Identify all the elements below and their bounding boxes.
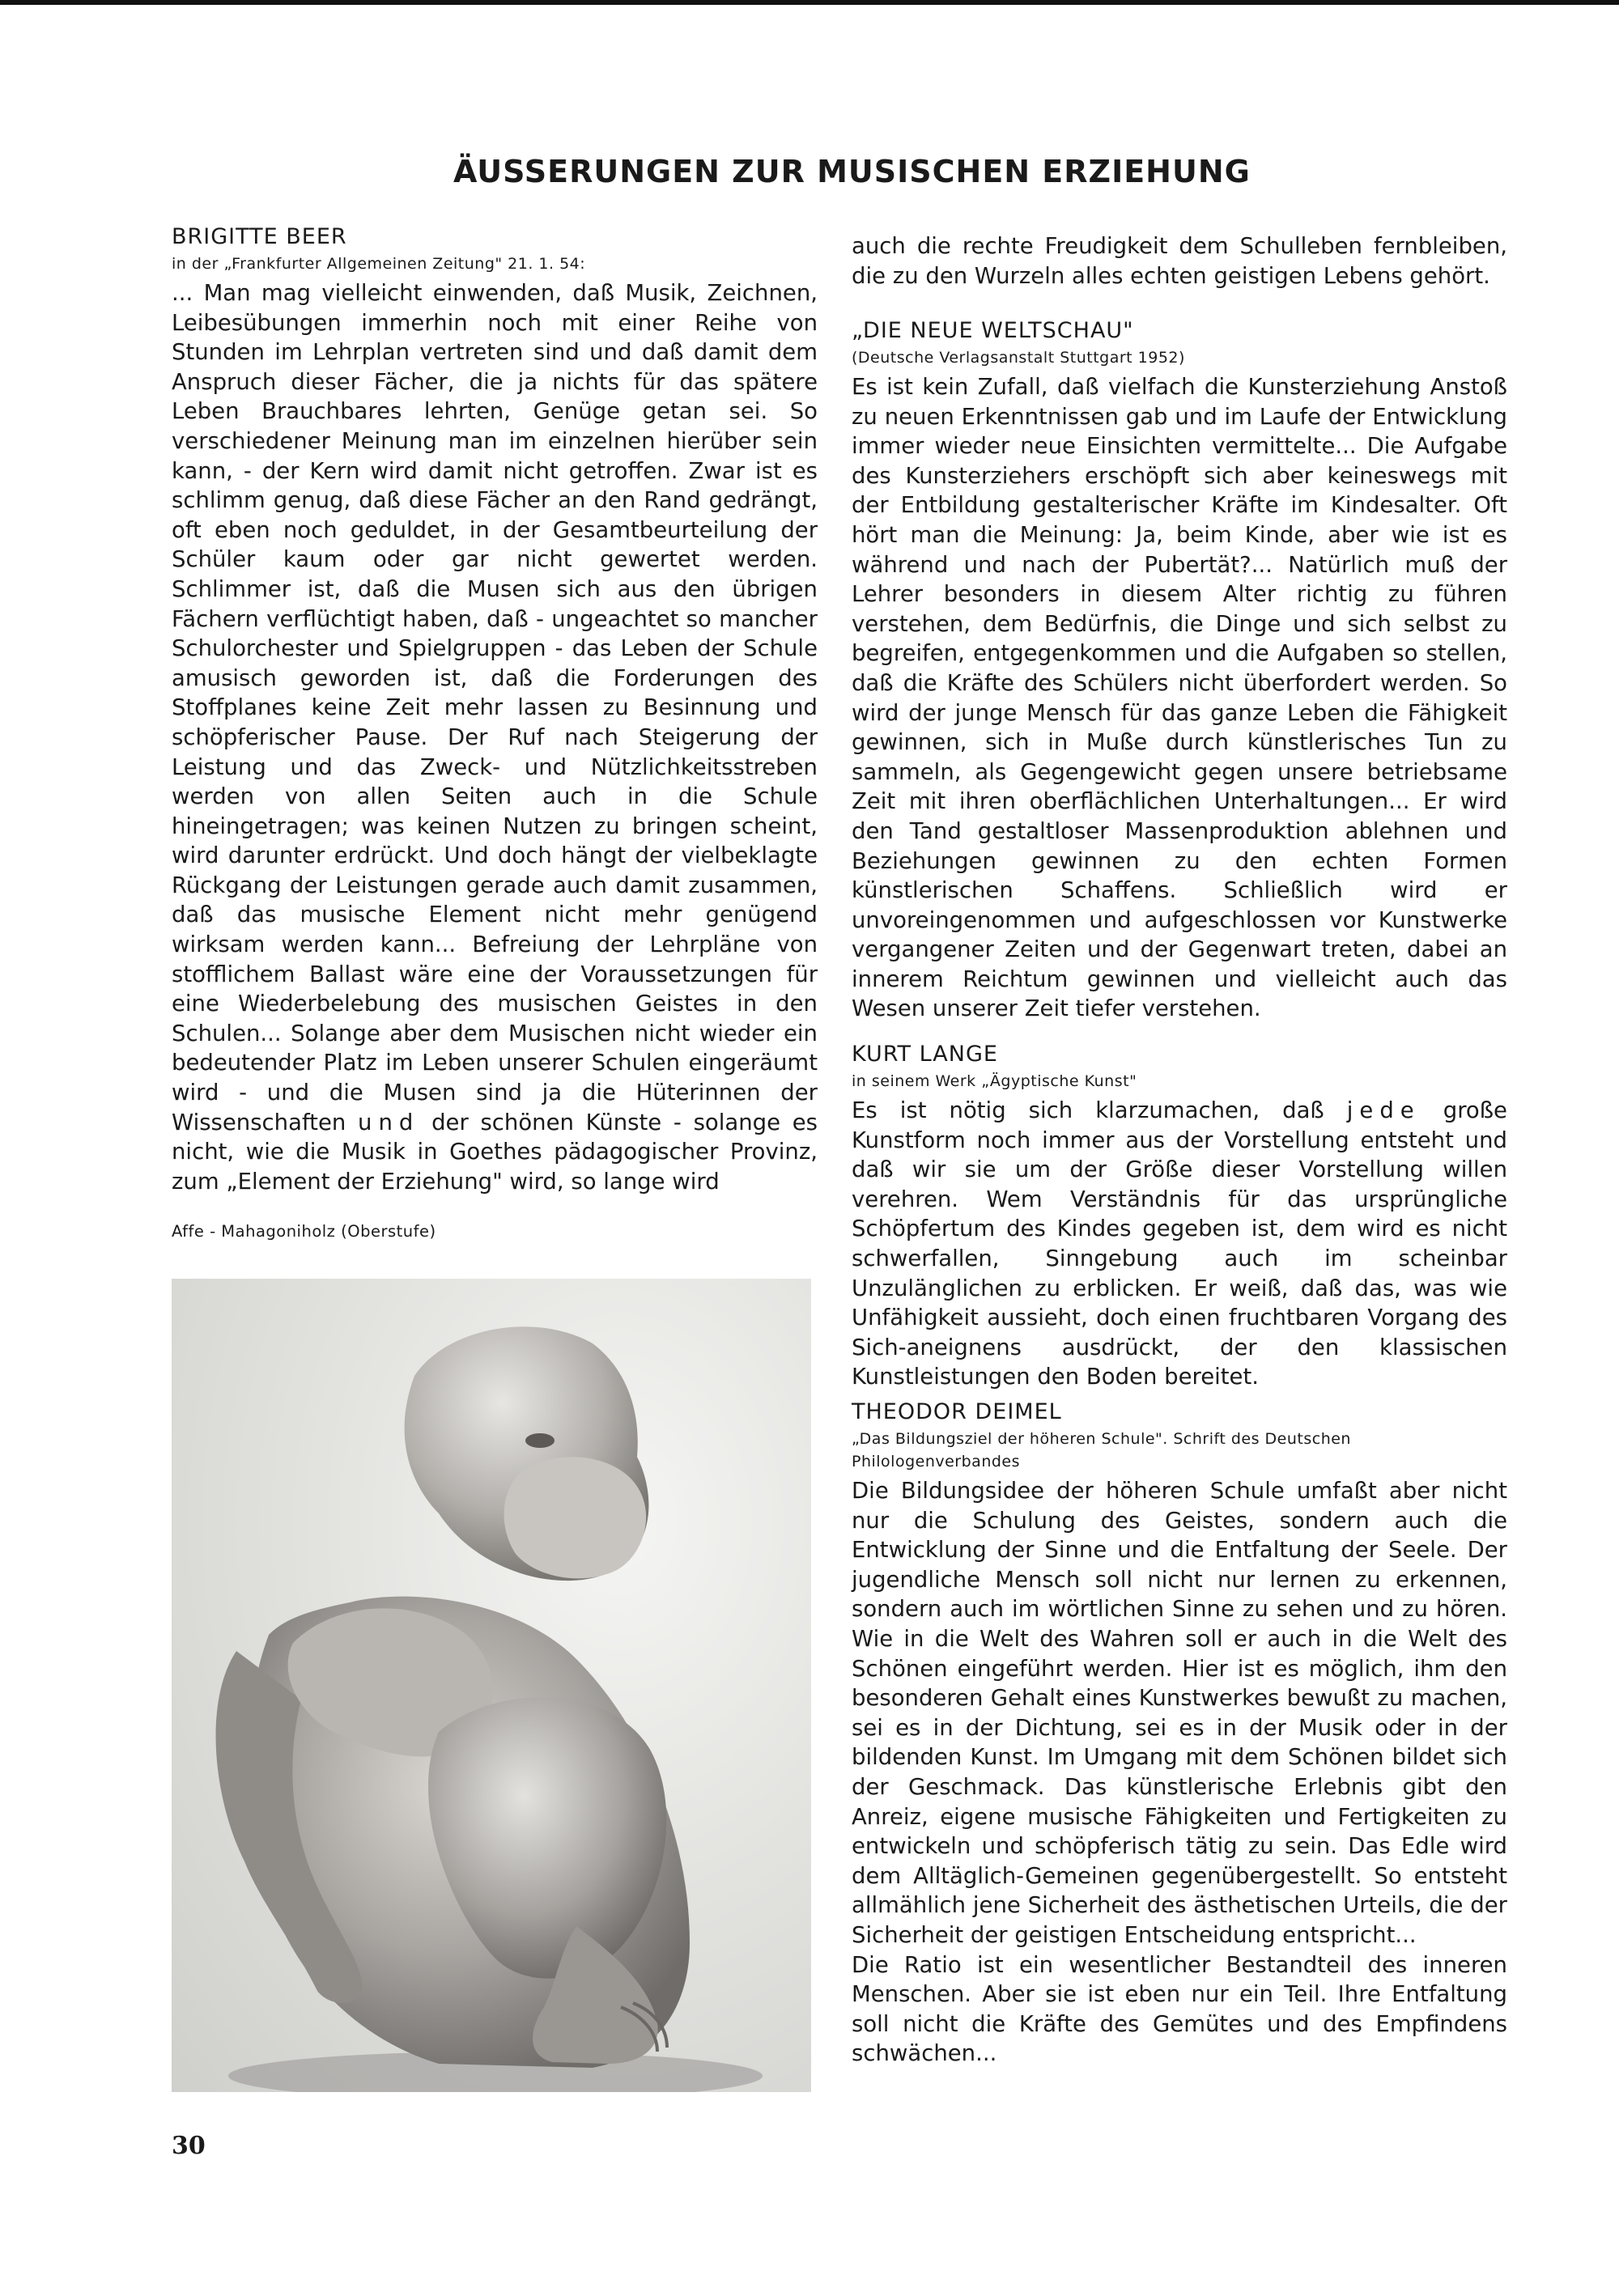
lange-text-before: Es ist nötig sich klarzumachen, daß xyxy=(852,1097,1324,1123)
text-beer xyxy=(172,278,818,1196)
lange-text-after: große Kunstform noch immer aus der Vorstellung entsteht und daß wir sie um der Größe dieser Vorstellung willen verehren. Wem Verständnis für das ursprüngliche Schöpfertum des Kindes gegeben ist, dem wird es nicht schwerfallen, Sinngebung auch im scheinbar Unzulänglichen zu erblicken. Er weiß, daß das, was wie Unfähigkeit aussieht, doch einen fruchtbaren Vorgang des Sich-aneignens ausdrückt, der den klassischen Kunstleistungen den Boden bereitet. xyxy=(852,1097,1507,1390)
paragraph: auch die rechte Freudigkeit dem Schulleben fernbleiben, die zu den Wurzeln alles echten geistigen Lebens gehört. xyxy=(852,233,1507,289)
paragraph: Die Ratio ist ein wesentlicher Bestandteil des inneren Menschen. Aber sie ist eben nur ein Teil. Ihre Entfaltung soll nicht die Kräfte des Gemütes und des Empfindens schwächen... xyxy=(852,1951,1507,2067)
page-number: 30 xyxy=(172,2132,206,2160)
section-beer xyxy=(172,223,818,1196)
text-deimel xyxy=(852,1476,1507,2069)
photo-caption: Affe - Mahagoniholz (Oberstufe) xyxy=(172,1222,436,1241)
paragraph xyxy=(852,1096,1507,1392)
section-weltschau xyxy=(852,317,1507,1024)
section-lange xyxy=(852,1041,1507,1392)
lange-text-emphasis: jede xyxy=(1346,1097,1421,1123)
beer-text-main: ... Man mag vielleicht einwenden, daß Musik, Zeichnen, Leibesübungen immerhin noch mit einer Reihe von Stunden im Lehrplan vertreten sind und daß damit dem Anspruch dieser Fächer, die ja nichts für das spätere Leben Brauchbares lehrten, Genüge getan sei. So verschiedener Meinung man im einzelnen hierüber sein kann, - der Kern wird damit nicht getroffen. Zwar ist es schlimm genug, daß diese Fächer an den Rand gedrängt, oft eben noch geduldet, in der Gesamtbeurteilung der Schüler kaum oder gar nicht gewertet werden. Schlimmer ist, daß die Musen sich aus den übrigen Fächern verflüchtigt haben, daß - ungeachtet so mancher Schulorchester und Spielgruppen - das Leben der Schule amusisch geworden ist, daß die Forderungen des Stoffplanes keine Zeit mehr lassen zu Besinnung und schöpferischer Pause. Der Ruf nach Steigerung der Leistung und das Zweck- und Nützlichkeitsstreben werden von allen Seiten auch in die Schule hineingetragen; was keinen Nutzen zu bringen scheint, wird darunter erdrückt. Und doch hängt der vielbeklagte Rückgang der Leistungen gerade auch damit zusammen, daß das musische Element nicht mehr genügend wirksam werden kann... Befreiung der Lehrpläne von stofflichem Ballast wäre eine der Voraussetzungen für eine Wiederbelebung des musischen Geistes in den Schulen... Solange aber dem Musischen nicht wieder ein bedeutender Platz im Leben unserer Schulen eingeräumt wird - und die Musen sind ja die Hüterinnen der Wissenschaften xyxy=(172,280,818,1135)
paragraph: Die Bildungsidee der höheren Schule umfaßt aber nicht nur die Schulung des Geistes, sondern auch die Entwicklung der Sinne und die Entfaltung der Seele. Der jugendliche Mensch soll nicht nur lernen zu erkennen, sondern auch im wörtlichen Sinne zu sehen und zu hören. Wie in die Welt des Wahren soll er auch in die Welt des Schönen eingeführt werden. Hier ist es möglich, ihm den besonderen Gehalt eines Kunstwerkes bewußt zu machen, sei es in der Dichtung, sei es in der Musik oder in der bildenden Kunst. Im Umgang mit dem Schönen bildet sich der Geschmack. Das künstlerische Erlebnis gibt den Anreiz, eigene musische Fähigkeiten und Fertigkeiten zu entwickeln und schöpferisch tätig zu sein. Das Edle wird dem Alltäglich-Gemeinen gegenübergestellt. So entsteht allmählich jene Sicherheit des ästhetischen Urteils, die der Sicherheit der geistigen Entscheidung entspricht... xyxy=(852,1478,1507,1948)
source-deimel: „Das Bildungsziel der höheren Schule". Schrift des Deutschen Philologenverbandes xyxy=(852,1430,1351,1471)
top-rule xyxy=(0,0,1619,5)
author-weltschau: „DIE NEUE WELTSCHAU" xyxy=(852,318,1134,343)
author-deimel: THEODOR DEIMEL xyxy=(852,1399,1062,1424)
paragraph: Es ist kein Zufall, daß vielfach die Kunsterziehung Anstoß zu neuen Erkenntnissen gab und im Laufe der Entwicklung immer wieder neue Einsichten vermittelte... Die Aufgabe des Kunsterziehers erschöpft sich aber keineswegs mit der Entbildung gestalterischer Kräfte im Kindesalter. Oft hört man die Meinung: Ja, beim Kinde, aber wie ist es während und nach der Pubertät?... Natürlich muß der Lehrer besonders in diesem Alter richtig zu führen verstehen, dem Bedürfnis, die Dinge und sich selbst zu begreifen, entgegenkommen und die Aufgaben so stellen, daß die Kräfte des Schülers nicht überfordert werden. So wird der junge Mensch für das ganze Leben die Fähigkeit gewinnen, sich in Muße durch künstlerisches Tun zu sammeln, als Gegengewicht gegen unsere betriebsame Zeit mit ihren oberflächlichen Unterhaltungen... Er wird den Tand gestaltloser Massenproduktion ablehnen und Beziehungen gewinnen zu den echten Formen künstlerischen Schaffens. Schließlich wird er unvoreingenommen und aufgeschlossen vor Kunstwerke vergangener Zeiten und der Gegenwart treten, dabei an innerem Reichtum gewinnen und vielleicht auch das Wesen unserer Zeit tiefer verstehen. xyxy=(852,374,1507,1022)
source-beer: in der „Frankfurter Allgemeinen Zeitung" 21. 1. 54: xyxy=(172,255,586,273)
source-weltschau: (Deutsche Verlagsanstalt Stuttgart 1952) xyxy=(852,349,1185,367)
text-lange xyxy=(852,1096,1507,1392)
beer-text-end: der schönen Künste - solange es nicht, wie die Musik in Goethes pädagogischer Provinz, zum „Element der Erziehung" wird, so lange wird xyxy=(172,1109,818,1195)
paragraph xyxy=(172,278,818,1196)
monkey-sculpture-image xyxy=(172,1279,811,2092)
beer-text-emphasis: und xyxy=(358,1109,420,1135)
section-deimel xyxy=(852,1398,1507,2069)
author-lange: KURT LANGE xyxy=(852,1042,998,1067)
sculpture-photo xyxy=(172,1279,811,2092)
page-title: ÄUSSERUNGEN ZUR MUSISCHEN ERZIEHUNG xyxy=(453,154,1251,189)
text-weltschau xyxy=(852,372,1507,1024)
beer-continuation xyxy=(852,231,1507,291)
author-beer: BRIGITTE BEER xyxy=(172,224,347,249)
source-lange: in seinem Werk „Ägyptische Kunst" xyxy=(852,1072,1137,1090)
